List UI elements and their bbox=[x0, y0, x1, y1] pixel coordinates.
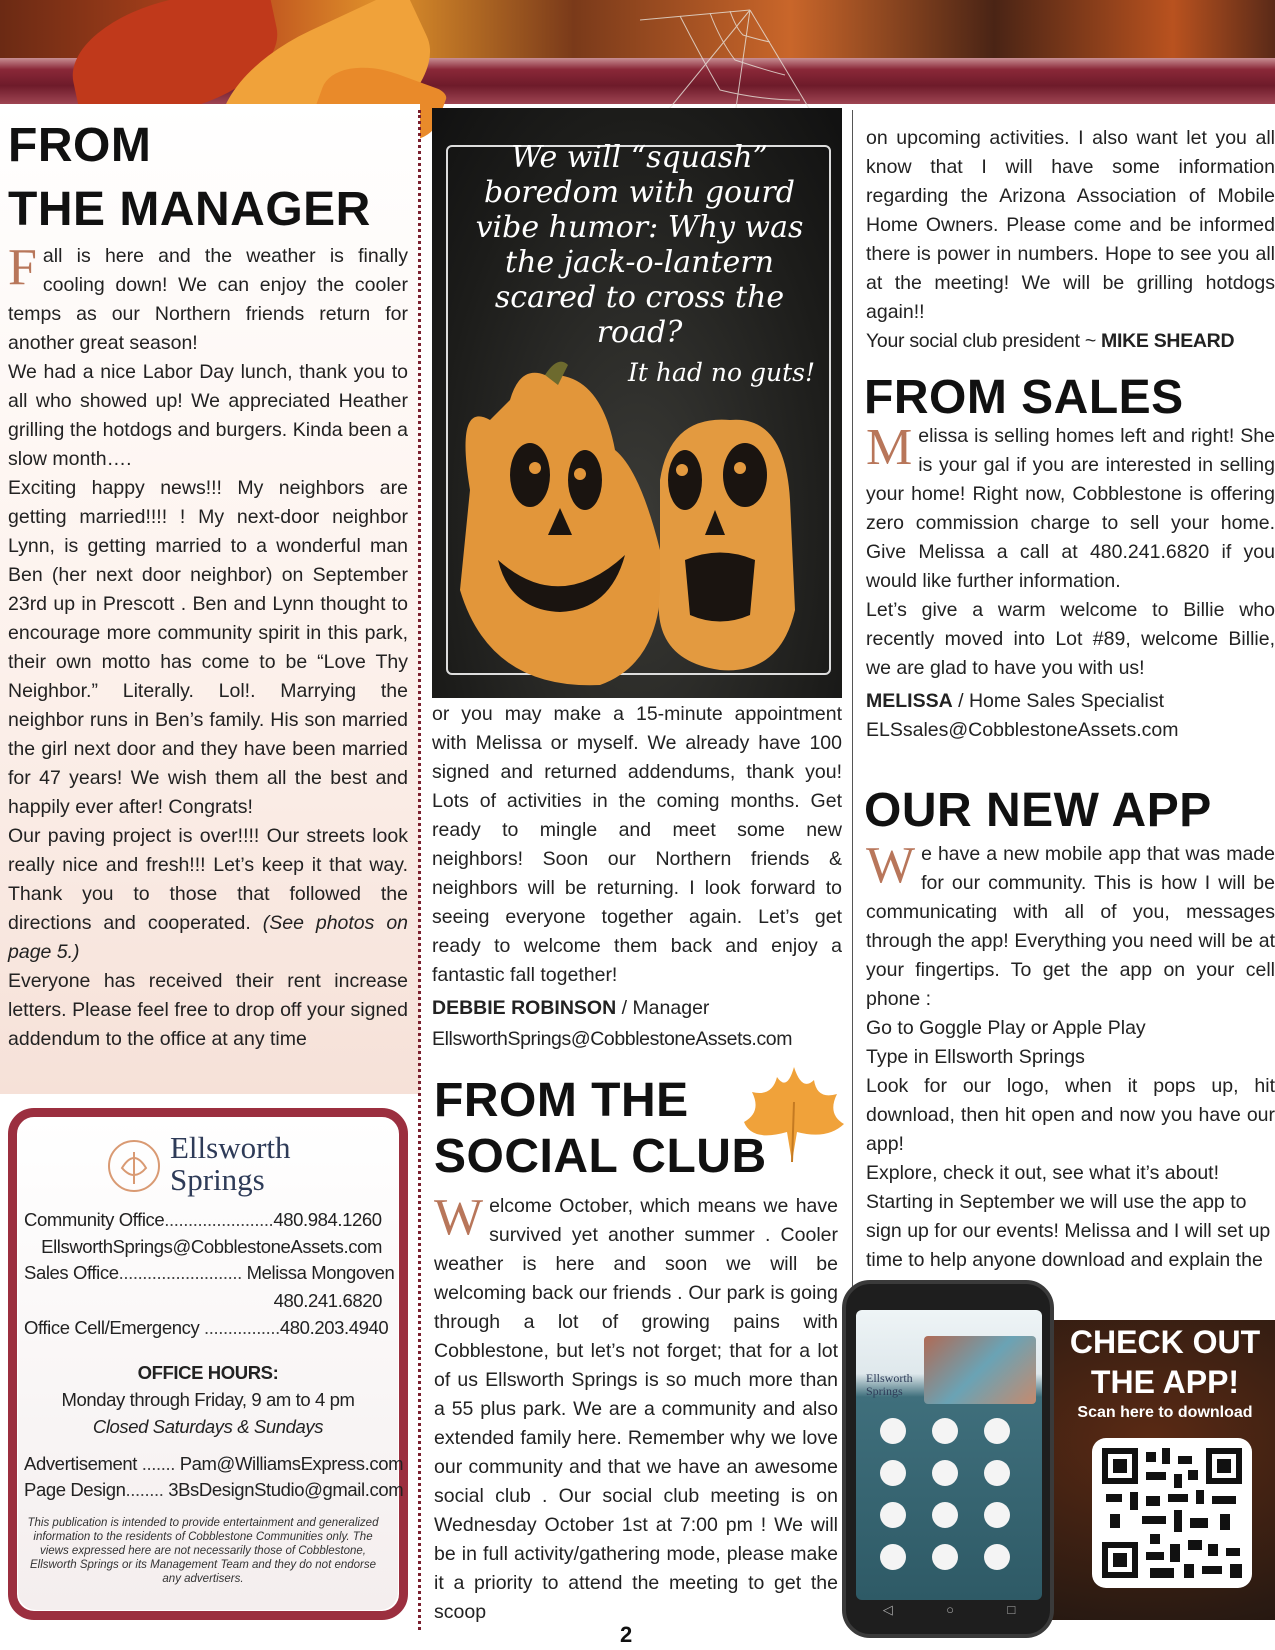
social-signature-prefix: Your social club president ~ bbox=[866, 330, 1102, 352]
manager-signature-name: DEBBIE ROBINSON bbox=[432, 997, 617, 1019]
manager-heading-line1: FROM bbox=[8, 119, 152, 172]
community-office-phone[interactable]: 480.984.1260 bbox=[273, 1209, 382, 1230]
sales-office-phone[interactable]: 480.241.6820 bbox=[273, 1290, 382, 1311]
app-step: Go to Goggle Play or Apple Play bbox=[866, 1017, 1146, 1039]
manager-paragraph bbox=[8, 822, 408, 967]
manager-email[interactable]: EllsworthSprings@CobblestoneAssets.com bbox=[432, 1028, 793, 1050]
ellsworth-springs-logo-icon bbox=[106, 1138, 162, 1194]
sales-office-name: Melissa Mongoven bbox=[246, 1262, 395, 1283]
pumpkins-illustration bbox=[450, 360, 830, 690]
page-design-row: Page Design........ 3BsDesignStudio@gmail.com bbox=[24, 1479, 404, 1500]
social-club-heading bbox=[434, 1073, 767, 1185]
app-grid-icon[interactable] bbox=[880, 1460, 906, 1486]
app-paragraph: e have a new mobile app that was made for our community. This is how I will be communicating with all of you, messages through the app! Everything you need will be at your fingertips. To get the app on your cell phone : bbox=[866, 843, 1275, 1010]
app-grid-icon[interactable] bbox=[932, 1502, 958, 1528]
logo-line: Ellsworth bbox=[170, 1130, 291, 1165]
social-club-continued bbox=[866, 124, 1275, 356]
dotted-column-divider bbox=[418, 110, 421, 1630]
app-paragraph: Starting in September we will use the app to sign up for our events! Melissa and I will set up time to help anyone download and explain the bbox=[866, 1191, 1271, 1271]
app-grid-icon[interactable] bbox=[880, 1418, 906, 1444]
phone-header-image bbox=[924, 1336, 1036, 1404]
app-grid-icon[interactable] bbox=[932, 1544, 958, 1570]
photos-reference: (See photos on page 5.) bbox=[8, 912, 409, 963]
app-grid-icon[interactable] bbox=[932, 1418, 958, 1444]
home-icon[interactable]: ○ bbox=[946, 1602, 954, 1617]
manager-article bbox=[8, 239, 409, 1054]
phone-app-logo: Ellsworth Springs bbox=[866, 1371, 913, 1398]
advertisement-row: Advertisement ....... Pam@WilliamsExpress.com bbox=[24, 1453, 404, 1474]
office-closed: Closed Saturdays & Sundays bbox=[92, 1416, 324, 1437]
advertisement-email[interactable]: Pam@WilliamsExpress.com bbox=[179, 1453, 404, 1474]
page-design-label: Page Design bbox=[24, 1479, 126, 1500]
app-grid-icon[interactable] bbox=[880, 1544, 906, 1570]
sales-signature-name: MELISSA bbox=[866, 690, 953, 712]
manager-paragraph: or you may make a 15-minute appointment with Melissa or myself. We already have 100 signed and returned addendums, thank you! Lots of activities in the coming months. Get ready to mingle and meet some new neighbors! Soon our Northern friends & neighbors will be returning. I look forward to seeing everyone together again. Let’s get ready to welcome them back and enjoy a fantastic fall together! bbox=[432, 703, 842, 986]
manager-signature-role: / Manager bbox=[616, 997, 710, 1019]
app-grid-icon[interactable] bbox=[880, 1502, 906, 1528]
social-club-article bbox=[434, 1189, 838, 1627]
page-design-email[interactable]: 3BsDesignStudio@gmail.com bbox=[168, 1479, 404, 1500]
office-cell-row: Office Cell/Emergency ................480.203.4940 bbox=[24, 1317, 389, 1338]
promo-title-line: THE APP! bbox=[1090, 1364, 1240, 1400]
recent-apps-icon[interactable]: □ bbox=[1007, 1602, 1016, 1617]
drop-cap: W bbox=[434, 1189, 484, 1246]
manager-paragraph: all is here and the weather is finally cooling down! We can enjoy the cooler temps as our Northern friends return for another great season! bbox=[8, 245, 408, 354]
office-cell-phone[interactable]: 480.203.4940 bbox=[279, 1317, 389, 1338]
social-signature-name: MIKE SHEARD bbox=[1101, 330, 1235, 352]
manager-article-continued bbox=[432, 700, 842, 1054]
app-heading: OUR NEW APP bbox=[864, 784, 1212, 837]
joke-question: We will “squash” boredom with gourd vibe humor: Why was the jack-o-lantern scared to cross the road? bbox=[475, 140, 804, 350]
logo-line: Springs bbox=[170, 1162, 265, 1197]
app-article bbox=[866, 837, 1275, 1304]
advertisement-label: Advertisement bbox=[24, 1453, 138, 1474]
sales-signature-role: / Home Sales Specialist bbox=[952, 690, 1165, 712]
app-grid-icon[interactable] bbox=[984, 1418, 1010, 1444]
office-cell-label: Office Cell/Emergency bbox=[24, 1317, 200, 1338]
app-grid-icon[interactable] bbox=[932, 1460, 958, 1486]
social-heading-line1: FROM THE bbox=[434, 1074, 689, 1127]
manager-heading bbox=[8, 118, 371, 238]
page-number: 2 bbox=[620, 1622, 633, 1647]
promo-title bbox=[1060, 1322, 1270, 1402]
sales-office-label: Sales Office bbox=[24, 1262, 119, 1283]
social-paragraph: on upcoming activities. I also want let you all know that I will have some information regarding the Arizona Association of Mobile Home Owners. Please come and be informed there is power in numbers. Hope to see you all at the meeting! We will be grilling hotdogs again!! bbox=[866, 127, 1275, 323]
app-grid-icon[interactable] bbox=[984, 1460, 1010, 1486]
app-step: Look for our logo, when it pops up, hit download, then hit open and now you have our app! bbox=[866, 1075, 1275, 1155]
office-hours-title: OFFICE HOURS: bbox=[137, 1362, 279, 1383]
manager-paragraph: Exciting happy news!!! My neighbors are getting married!!!! ! My next-door neighbor Lynn, is getting married to a wonderful man Ben (her next door neighbor) on September 23rd up in Prescott . Ben and Lynn thought to encourage more community spirit in this park, their own motto has come to be “Love Thy Neighbor.” Literally. Lol!. Marrying the neighbor runs in Ben’s family. His son married the girl next door and they have been married for 47 years! We wish them all the best and happily ever after! Congrats! bbox=[8, 477, 408, 818]
app-grid-icon[interactable] bbox=[984, 1502, 1010, 1528]
app-step: Type in Ellsworth Springs bbox=[866, 1046, 1085, 1068]
drop-cap: M bbox=[866, 419, 913, 476]
sales-paragraph: elissa is selling homes left and right! She is your gal if you are interested in selling your home! Right now, Cobblestone is offering zero commission charge to sell your home. Give Melissa a call at 480.241.6820 if you would like further information. bbox=[866, 425, 1275, 592]
social-heading-line2: SOCIAL CLUB bbox=[434, 1130, 767, 1183]
app-paragraph: Explore, check it out, see what it’s about! bbox=[866, 1162, 1219, 1184]
sales-email[interactable]: ELSsales@CobblestoneAssets.com bbox=[866, 719, 1179, 741]
community-email[interactable]: EllsworthSprings@CobblestoneAssets.com bbox=[41, 1236, 382, 1257]
manager-paragraph: Everyone has received their rent increase letters. Please feel free to drop off your signed addendum to the office at any time bbox=[8, 970, 408, 1050]
back-icon[interactable]: ◁ bbox=[882, 1602, 893, 1617]
joke-answer: It had no guts! bbox=[628, 358, 815, 387]
logo-wordmark bbox=[170, 1132, 291, 1196]
drop-cap: W bbox=[866, 837, 916, 894]
app-grid-icon[interactable] bbox=[984, 1544, 1010, 1570]
qr-code-icon bbox=[1102, 1448, 1242, 1578]
sales-heading: FROM SALES bbox=[864, 371, 1184, 424]
promo-subtitle: Scan here to download bbox=[1077, 1404, 1253, 1421]
manager-heading-line2: THE MANAGER bbox=[8, 183, 371, 236]
sales-paragraph: Let’s give a warm welcome to Billie who recently moved into Lot #89, welcome Billie, we are glad to have you with us! bbox=[866, 599, 1275, 679]
office-hours: Monday through Friday, 9 am to 4 pm bbox=[61, 1389, 355, 1410]
community-office-row: Community Office.......................480.984.1260 bbox=[24, 1209, 382, 1230]
phone-nav-bar bbox=[856, 1602, 1042, 1624]
sales-office-row: Sales Office.......................... Melissa Mongoven bbox=[24, 1262, 395, 1283]
disclaimer: This publication is intended to provide entertainment and generalized information to the residents of Cobblestone Communities only. The views expressed here are not necessarily those of Cobblestone, Ellsworth Springs or its Management Team and they do not endorse any advertisers. bbox=[27, 1517, 379, 1585]
promo-title-line: CHECK OUT bbox=[1069, 1324, 1261, 1360]
social-paragraph: elcome October, which means we have survived yet another summer . Cooler weather is here and soon we will be welcoming back our friends . Our park is going through a lot of growing pains with Cobblestone, but let’s not forget; that for a lot of us Ellsworth Springs is so much more than a 55 plus park. We are a community and also extended family here. Remember why we love our community and that we have an awesome social club . Our social club meeting is on Wednesday October 1st at 7:00 pm ! We will be in full activity/gathering mode, please make it a priority to attend the meeting to get the scoop bbox=[434, 1195, 838, 1623]
community-office-label: Community Office bbox=[24, 1209, 165, 1230]
sales-article bbox=[866, 419, 1275, 745]
manager-paragraph: We had a nice Labor Day lunch, thank you to all who showed up! We appreciated Heather grilling the hotdogs and burgers. Kinda been a slow month…. bbox=[8, 361, 408, 470]
drop-cap: F bbox=[8, 239, 37, 296]
manager-paragraph-text: Our paving project is over!!!! Our streets look really nice and fresh!!! Let’s keep it that way. Thank you to those that followed the directions and cooperated. bbox=[8, 825, 408, 934]
